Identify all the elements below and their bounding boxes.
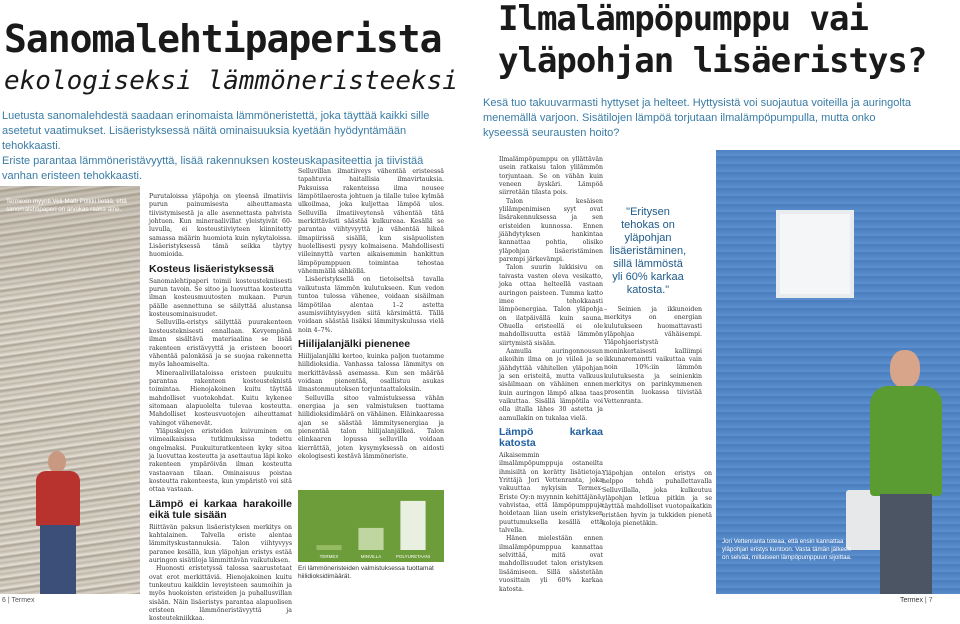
left-photo-caption: Termexin myynti Veli-Matti Pölkki tietää, että sanomalehtipaperi on arvokas raaka-aine. bbox=[6, 198, 127, 213]
left-subtitle: ekologiseksi lämmöneristeeksi bbox=[4, 66, 458, 96]
person-figure bbox=[28, 451, 88, 594]
right-footer: Termex | 7 bbox=[900, 597, 933, 604]
right-col2-p1: – Seinien ja ikkunoiden merkitys on energian kulutukseen huomattavasti yläpohjaa vähäisempi. Yläpohjaeristystä moninkertaisesti kalliimpi ikkunaremontti vaikuttaa vain noin 10%:iin lämmön kulutuksesta ja seinienkin merkitys on parinkymmenen prosentin luokassa tiivistää Vettenranta. bbox=[604, 306, 702, 405]
left-title: Sanomalehtipaperista bbox=[4, 17, 442, 61]
house-photo bbox=[716, 150, 960, 594]
right-col1-p3: Talon suurin lukkisivu on taivasta vasten oleva vesikatto, joka ottaa helteellä vastaan auringon paisteen. Tumma katto imee tehokkaasti lämpöenergiaa. Talon yläpohja on ilatpäivällä kuin sauna. Ohuella eristeellä ei ole mahdollisuutta estää lämmön siirtymistä sisään. bbox=[499, 264, 603, 347]
right-column-1 bbox=[499, 156, 603, 594]
chart-category-label: TERMEX bbox=[319, 554, 339, 559]
right-column-center bbox=[604, 156, 702, 406]
right-column-side bbox=[602, 470, 712, 528]
pull-quote: "Eritysen tehokas on yläpohjan lisäeristäminen, sillä lämmöstä yli 60% karkaa katosta." bbox=[609, 206, 687, 296]
right-page-number: 7 bbox=[928, 597, 933, 604]
left-column-2 bbox=[298, 168, 444, 461]
quote-space bbox=[604, 156, 702, 306]
left-col1-p4: Mineraalivillataloissa eristeen puukuitu parantaa rakenteen kosteusteknistä toimintaa. Hienojakoinen kuitu täyttää mahdolliset vuotokohdat. Kuitu kykenee sitomaan alapuolelta tulevaa kosteutta. Mahdolliset kosteusvuotojen aiheuttamat vahingot vähenevät. bbox=[149, 369, 292, 427]
right-lead: Kesä tuo takuuvarmasti hyttyset ja helteet. Hyttysistä voi suojautua voiteilla ja auringolta menemällä varjoon. Sisätilojen lämpöä torjutaan ilmalämpöpumpulla, mutta onko kyseessä seurausten hoito? bbox=[483, 97, 912, 139]
left-col2-p4: Selluvilla sitoo valmistuksessa vähän energiaa ja sen valmistuksen tuottama hiilidioksidimäärä on vähäinen. Eläinkaaressa ajan se säästää lämmitysenergiaa ja pienentää talon hiilijalanjälkeä. Talon elinkaaren lopussa selluvilla voidaan kierrättää, joten kysymyksessä on aidosti ekologisesti kestävä lämmöneriste. bbox=[298, 394, 444, 460]
paper-bales-photo bbox=[0, 186, 140, 594]
right-col1-p2: Talon kesäisen ylilämpenimisen syyt ovat lisärakennuksessa ja sen eristeiden kunnossa. Ennen jäähdytyksen hankintaa kannattaa pohtia, olisiko yläpohjan lisäeristäminen parempi järkevämpi. bbox=[499, 197, 603, 264]
left-col1-p7: Huonosti eristetyssä talossa saarustetaat ovat erot merkittäviä. Hienojakoinen kuitu tunkeutuu kaikkiin leveyisteen saumoihin ja myös huokoisten eristeiden ja puhallusvillan sisään. Näin lisäeristys parantaa alapuolisen eristeen lämmöneristävyyttä ja kosteutekniikkaa. bbox=[149, 565, 292, 623]
jori-figure bbox=[866, 350, 946, 594]
co2-bar-chart bbox=[298, 490, 444, 562]
left-col1-p2: Sanomalehtipaperi toimii kosteustekniisesti purun tavoin. Se sitoo ja luovuttaa kosteutta ilman kosteusmuutosten mukaan. Purun päälle asennettuna se säilyttää alustansa kosteusominaisuudet. bbox=[149, 277, 292, 319]
left-col1-heading-2: Lämpö ei karkaa harakoille eikä tule sisään bbox=[149, 497, 292, 521]
left-col2-p1: Selluvillan ilmatiiveys vähentää eristeessä tapahtuvia haitallisia ilmavirtauksia. Paksuissa rakenteissa ilma nousee lämpötilaerosta johtuen ja tilalle tulee kylmää ulkoilmaa, joka kuljettaa lämpöä ulos. Selluvilla ilmatiiveytensä vähentää tätä merkittävästi säästää kulkureaa. Kesällä se parantaa viihtyvyyttä ja vähentää hikeä ilmapiirissä sisällä, kun sisäpuolisten huolellisesti pysyy kolmaisena. Mahdollisesti viileinnyttä varten aikaisemmin hankittun lämpöpumppuen toimintaa tehostaa vähemmällä sähköllä. bbox=[298, 168, 444, 276]
right-footer-brand: Termex bbox=[900, 597, 923, 604]
chart-category-label: MINVILLA bbox=[360, 554, 382, 559]
chart-caption: Eri lämmöneristeiden valmistuksessa tuottamat hiilidioksidimäärät. bbox=[298, 565, 434, 580]
left-col1-p1: Purutaloissa yläpohja on yleensä ilmatiivis purun painumisesta aiheuttamasta tiivistymisestä ja alle asennettasta pahvista johtuen. Kun mineraalivillat yleistyivät 60-luvulla, ei kosteustiiviyteen kiinnitetty samassa määrin huomiota kuin nykytaloissa. Lisäeristyksessä tämä seikka täytyy huomioida. bbox=[149, 193, 292, 259]
right-col1-heading: Lämpö karkaa katosta bbox=[499, 426, 603, 449]
chart-bar-termex bbox=[316, 545, 341, 550]
right-photo-caption: Jori Vettenranta toteaa, että ensin kannattaa yläpohjan eristys kuntoon. Vasta tämän jälkeen on selvää, millaiseen lämpöpumppuun sijoittaa. bbox=[722, 538, 852, 561]
left-col1-p5: Yläpuskujen eristeiden kuivuminen on viimeaikaisissa tutkimuksissa todettu ongelmaksi. Puukuituratkenteen kyky sitoa ja luovuttaa kosteutta ja asettautua läpi koko rakenteen ympäröivän ilman kosteutta vastaavaan tilaan. Ominaisuus poistaa kosteutta rakenteesta, kun ympäristö voi sitä ottaa vastaan. bbox=[149, 427, 292, 494]
chart-category-label: POLYURETAANI bbox=[395, 554, 431, 559]
chart-bar-minvilla bbox=[358, 528, 383, 550]
right-col1-p4: Aamulla auringonnousun aikoihin ilma on jo viileä ja se jäähdyttää vähitellen yläpohjan ja sen eristeitä, mutta valkuus sisäilmaan on vähäinen ennen kuin auringon lämpö alkaa taas vaikuttaa. Sisällä lämpötila voi olla iltalla lähes 30 astetta ja aamullakin on tukalaa vielä. bbox=[499, 347, 603, 422]
left-footer: 6 | Termex bbox=[2, 597, 35, 604]
left-lead-p2: Eriste parantaa lämmöneristävyyttä, lisää rakennuksen kosteuskapasiteettia ja tiivistää vanhan eristeen tehokkaasti. bbox=[2, 155, 424, 182]
right-col2-p2: Yläpohjan ontelon eristys on helppo tehdä puhallettavalla Selluvillalla, joka kulkeutuu yläpohjan letkua pitkin ja se täyttää mahdolliset vuotopaikatkin eristäen hyvin ja tukkiden pienetä koloja pienetäkin. bbox=[602, 470, 712, 528]
left-footer-brand: Termex bbox=[11, 597, 35, 604]
left-col1-heading: Kosteus lisäeristyksessä bbox=[149, 262, 274, 275]
right-col1-p1: Ilmalämpöpumppu on yllättävän usein ratkaisu talon ylilämmön torjuntaan. Se on vähän kuin veneen äyskäri. Lämpöä siirretään tilasta pois. bbox=[499, 156, 603, 197]
left-column-1 bbox=[149, 193, 292, 624]
right-page bbox=[480, 0, 960, 619]
right-title-line-2: yläpohjan lisäeristys? bbox=[498, 41, 927, 81]
left-page bbox=[0, 0, 480, 623]
right-col1-p5: Aikaisemmin ilmalämpöpumppuja ostaneilta ihmisiltä on kerätty lisätietoja. Yrittäjä Jori Vettenranta, joka vakuuttaa nykyisin Termex-Eriste Oy:n myynnin kehittäjänä, vahvistaa, että lämpöpumppuja hoidetaan liian usein eristyksen puuttumuksella kesällä että talvella. bbox=[499, 452, 603, 535]
left-page-number: 6 bbox=[2, 597, 6, 604]
left-lead-p1: Luetusta sanomalehdestä saadaan erinomaista lämmöneristettä, joka täyttää kaikki sille asetetut vaatimukset. Lisäeristyksessä näitä ominaisuuksia kyetään hyödyntämään tehokkaasti. bbox=[2, 110, 430, 152]
left-col2-heading: Hiilijalanjälki pienenee bbox=[298, 337, 411, 350]
left-col1-p3: Selluvilla-eristys säilyttää puurakenteen kosteusteknisesti ennallaan. Kevyempänä ilman sisältävä materiaalina se lisää rakenteen eristävyyttä ja eristeen booori vähentää palonkäsä ja se suojaa rakennetta myös lahoamiselta. bbox=[149, 319, 292, 369]
right-col1-p6: Hänen mielestään ennen ilmalämpöpumppua kannattaa selvittää, mitä ovat mahdollisuudet talon eristyksen lisäämiseen. Sillä säästetään vuosittain yli 60% karkaa katosta. bbox=[499, 535, 603, 593]
left-col2-p3: Hiilijalanjälki kertoo, kuinka paljon tuotamme hiilidioksidia. Vanhassa talossa lämmitys on merkittävässä asemassa. Kun sen määrää voidaan pienentää, osallistuu asukas ilmastonmuutoksen torjuntaattaloksiin. bbox=[298, 352, 444, 394]
house-window bbox=[776, 210, 854, 298]
left-col2-p2: Lisäeristyksellä on tietoiseltsä tavalla vaikutusta lämmön kulutukseen. Kun vedon tuntoa tulossa vähenee, voidaan sisäilman lämpötilaa alentaa 1–2 astetta asumisviihtyisyyden siitä kärsimättä. Tällä voidaan säästää lisäksi lämmityskulussa vielä noin 4–7%. bbox=[298, 276, 444, 334]
left-col1-p6: Riittävän paksun lisäeristyksen merkitys on kahtalainen. Talvella eriste alentaa lämmityskustannuksia. Talon viihtyvyys paranee kesällä, kun yläpohjan eristys estää auringon sisätiloja lämmittävän vaikutuksen. bbox=[149, 523, 292, 565]
chart-bar-polyuretaani bbox=[400, 501, 425, 550]
right-title-line-1: Ilmalämpöpumppu vai bbox=[498, 0, 868, 39]
